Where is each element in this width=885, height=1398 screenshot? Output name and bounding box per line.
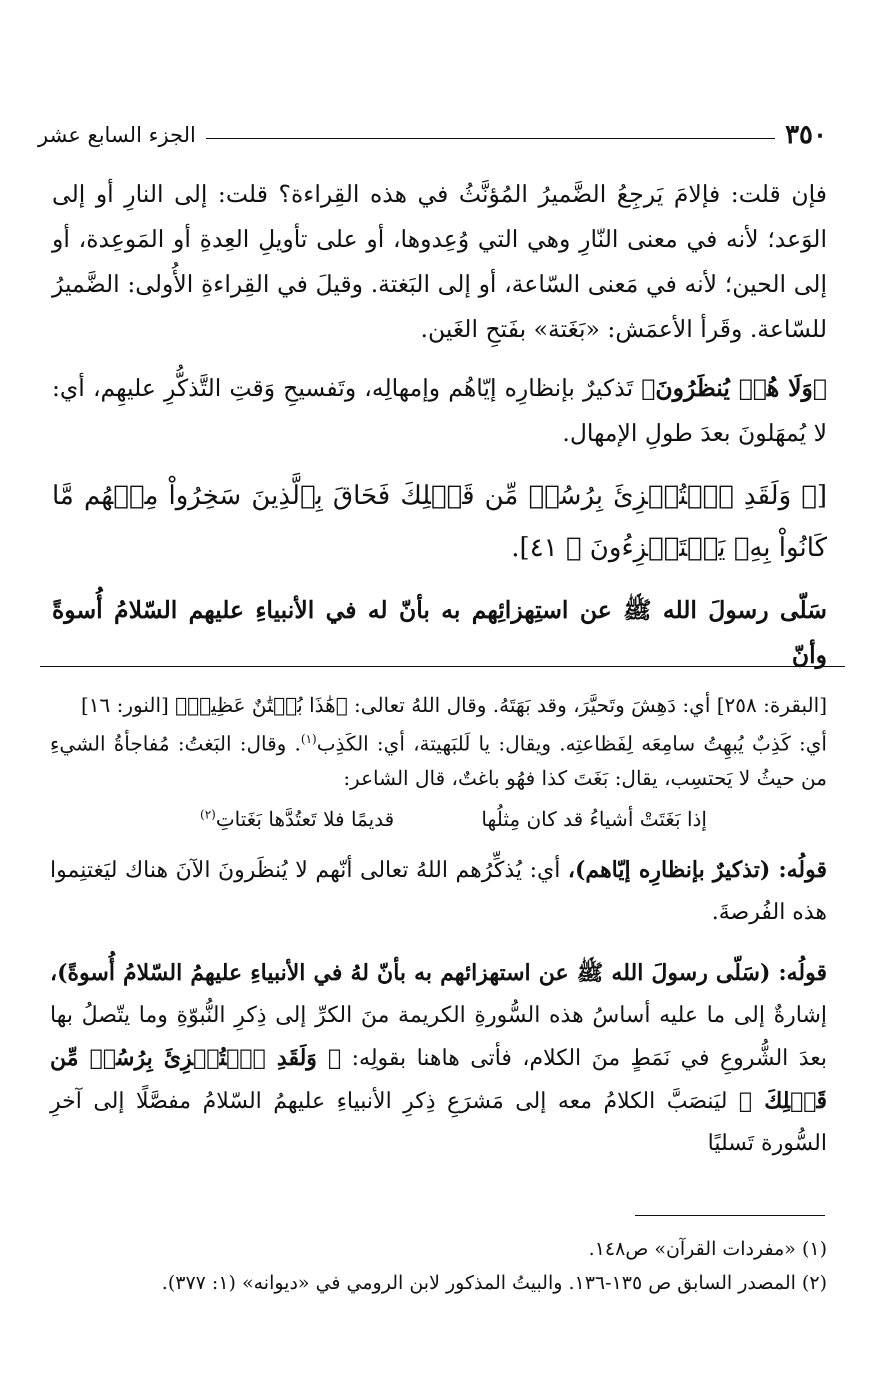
footnotes — [50, 1232, 827, 1300]
quran-verse: ﴿وَلَا هُمۡ يُنظَرُونَ﴾ — [641, 374, 827, 402]
main-paragraph-1: فإن قلت: فإلامَ يَرجِعُ الضَّميرُ المُؤنَّثُ في هذه القِراءة؟ قلت: إلى النارِ أو إلى الوَعد؛ لأنه في معنى النّارِ وهي التي وُعِدوها، أو على تأويلِ العِدةِ أو المَوعِدة، أو إلى الحين؛ لأنه في مَعنى السّاعة، أو إلى البَغتة. وقيلَ في القِراءةِ الأُولى: الضَّميرُ للسّاعة. وقَرأ الأعمَش: «بَغَتة» بفَتحِ الغَين. — [52, 180, 827, 343]
paragraph-text: تَذكيرٌ بإنظارِه إيّاهُم وإمهالِه، وتَفسيحِ وَقتِ التَّذكُّرِ عليهِم، أي: لا يُمهَلونَ بعدَ طولِ الإمهال. — [52, 374, 827, 447]
paragraph-text: أي: يُذكِّرُهم اللهُ تعالى أنّهم لا يُنظَرونَ الآنَ هناك ليَغتنِموا هذه الفُرصةَ. — [50, 857, 827, 925]
verse-text: قديمًا فلا تَعتُدَّها بَغَتاتِ — [215, 806, 395, 831]
commentary-line-2 — [50, 722, 827, 795]
commentary-paragraph-5 — [50, 849, 827, 934]
paragraph-lead: قولُه: (سَلّى رسولَ الله ﷺ عن استهزائهم به بأنّ لهُ في الأنبياءِ عليهمُ السّلامُ أُسوةً)، — [50, 959, 827, 986]
page-number: ٣٥٠ — [785, 120, 827, 150]
commentary — [50, 688, 827, 1165]
footnote-divider — [635, 1215, 825, 1216]
quran-verse: ﴿ وَلَقَدِ ٱسۡتُهۡزِئَ بِرُسُلٖ مِّن قَبۡلِكَ ﴾ — [50, 1044, 828, 1114]
paragraph-lead: قولُه: (تذكيرٌ بإنظارِه إيّاهم)، — [567, 856, 827, 883]
main-text — [52, 172, 827, 684]
quran-verse-41: [﴿ وَلَقَدِ ٱسۡتُهۡزِئَ بِرُسُلٖ مِّن قَبۡلِكَ فَحَاقَ بِٱلَّذِينَ سَخِرُواْ مِنۡهُم مَّا كَانُواْ بِهِۦ يَسۡتَهۡزِءُونَ ﴾ ٤١]. — [52, 481, 827, 563]
page-header — [38, 118, 827, 152]
paragraph-text: ليَنصَبَّ الكلامُ معه إلى مَشرَعِ ذِكرِ الأنبياءِ عليهمُ السّلامُ مفصَّلًا إلى آخرِ السُّورة تَسليًا — [50, 1088, 827, 1156]
verse-hemistich-left — [200, 807, 394, 831]
footnote-ref-2[interactable]: (٢) — [200, 807, 216, 821]
commentary-text: أي: كَذِبٌ يُبهِتُ سامِعَه لِفَظاعتِه. ويقال: يا لَلبَهيتة، أي: الكَذِب — [316, 731, 827, 756]
paragraph-text: إشارةٌ إلى ما عليه أساسُ هذه السُّورةِ الكريمة منَ الكرِّ إلى ذِكرِ النُّبوّةِ وما يتّصلُ بها بعدَ الشُّروعِ في نَمَطٍ منَ الكلام، فأتى هاهنا بقولِه: — [50, 1002, 827, 1071]
header-rule — [206, 138, 775, 139]
footnote-ref-1[interactable]: (١) — [300, 732, 317, 746]
main-paragraph-4: سَلّى رسولَ الله ﷺ عن استِهزائِهم به بأنّ له في الأنبياءِ عليهم السّلامُ أُسوةً وأنّ — [52, 596, 827, 669]
verse-hemistich-right: إذا بَغَتَتْ أشياءُ قد كان مِثلُها — [481, 806, 707, 831]
poetry-verse — [200, 807, 707, 831]
commentary-line-1: [البقرة: ٢٥٨] أي: دَهِشَ وتَحيَّرَ، وقد بَهَتَهُ. وقال اللهُ تعالى: ﴿هَٰذَا بُهۡتَٰنٌ عَظِيمٞ﴾ [النور: ١٦] — [80, 693, 827, 717]
commentary-paragraph-6 — [50, 952, 827, 1165]
main-paragraph-2 — [52, 366, 827, 456]
running-title: الجزء السابع عشر — [38, 123, 196, 147]
commentary-divider — [40, 666, 845, 667]
footnote-2: (٢) المصدر السابق ص ١٣٥-١٣٦. والبيتُ المذكور لابن الرومي في «ديوانه» (١: ٣٧٧). — [161, 1272, 827, 1294]
commentary-text: . وقال: البَغتُ: مُفاجأةُ الشيءِ من حيثُ لا يَحتسِب، يقال: بَغَتَ كذا فهُو باغتٌ، قال الشاعر: — [50, 731, 827, 790]
footnote-1: (١) «مفردات القرآن» ص١٤٨. — [588, 1238, 827, 1260]
